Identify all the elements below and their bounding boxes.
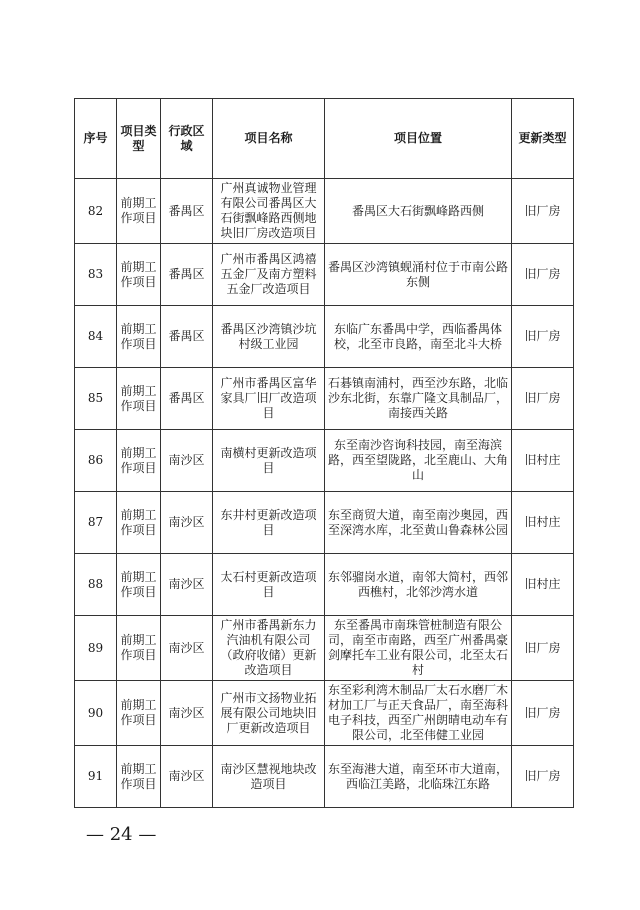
cell-no: 84 xyxy=(75,306,117,368)
cell-update-type: 旧厂房 xyxy=(512,616,574,681)
cell-type: 前期工作项目 xyxy=(117,746,161,808)
cell-update-type: 旧厂房 xyxy=(512,244,574,306)
cell-update-type: 旧厂房 xyxy=(512,368,574,430)
cell-district: 南沙区 xyxy=(161,681,213,746)
cell-no: 86 xyxy=(75,430,117,492)
cell-name: 南沙区慧视地块改造项目 xyxy=(213,746,325,808)
cell-type: 前期工作项目 xyxy=(117,306,161,368)
cell-location: 东至商贸大道，南至南沙奥园，西至深湾水库，北至黄山鲁森林公园 xyxy=(325,492,512,554)
project-table xyxy=(74,98,574,808)
cell-update-type: 旧村庄 xyxy=(512,554,574,616)
cell-district: 南沙区 xyxy=(161,746,213,808)
cell-no: 91 xyxy=(75,746,117,808)
cell-update-type: 旧厂房 xyxy=(512,179,574,244)
cell-district: 番禺区 xyxy=(161,244,213,306)
cell-location: 东至海港大道，南至环市大道南，西临江美路，北临珠江东路 xyxy=(325,746,512,808)
cell-district: 番禺区 xyxy=(161,368,213,430)
cell-no: 90 xyxy=(75,681,117,746)
cell-location: 东邻骝岗水道，南邻大简村，西邻西樵村，北邻沙湾水道 xyxy=(325,554,512,616)
cell-name: 广州市番禺区富华家具厂旧厂改造项目 xyxy=(213,368,325,430)
cell-district: 番禺区 xyxy=(161,306,213,368)
table-row xyxy=(75,554,574,616)
cell-type: 前期工作项目 xyxy=(117,554,161,616)
header-name: 项目名称 xyxy=(213,99,325,179)
cell-type: 前期工作项目 xyxy=(117,616,161,681)
cell-update-type: 旧厂房 xyxy=(512,681,574,746)
cell-district: 南沙区 xyxy=(161,492,213,554)
header-district: 行政区域 xyxy=(161,99,213,179)
cell-name: 番禺区沙湾镇沙坑村级工业园 xyxy=(213,306,325,368)
cell-type: 前期工作项目 xyxy=(117,492,161,554)
cell-name: 广州市文扬物业拓展有限公司地块旧厂更新改造项目 xyxy=(213,681,325,746)
cell-no: 83 xyxy=(75,244,117,306)
cell-update-type: 旧村庄 xyxy=(512,492,574,554)
cell-location: 番禺区大石街飘峰路西侧 xyxy=(325,179,512,244)
table-row xyxy=(75,306,574,368)
cell-no: 89 xyxy=(75,616,117,681)
cell-type: 前期工作项目 xyxy=(117,430,161,492)
table-row xyxy=(75,616,574,681)
cell-type: 前期工作项目 xyxy=(117,244,161,306)
cell-name: 广州市番禺新东力汽油机有限公司（政府收储）更新改造项目 xyxy=(213,616,325,681)
cell-district: 番禺区 xyxy=(161,179,213,244)
table-row xyxy=(75,244,574,306)
cell-type: 前期工作项目 xyxy=(117,681,161,746)
cell-location: 东临广东番禺中学，西临番禺体校，北至市良路，南至北斗大桥 xyxy=(325,306,512,368)
cell-district: 南沙区 xyxy=(161,554,213,616)
table-row xyxy=(75,746,574,808)
cell-location: 东至南沙咨询科技园，南至海滨路，西至望陇路，北至鹿山、大角山 xyxy=(325,430,512,492)
cell-name: 南横村更新改造项目 xyxy=(213,430,325,492)
header-type: 项目类型 xyxy=(117,99,161,179)
cell-location: 东至番禺市南珠管桩制造有限公司，南至市南路，西至广州番禺豪剑摩托车工业有限公司，北至太石村 xyxy=(325,616,512,681)
cell-name: 广州市番禺区鸿禧五金厂及南方塑料五金厂改造项目 xyxy=(213,244,325,306)
cell-no: 85 xyxy=(75,368,117,430)
cell-update-type: 旧村庄 xyxy=(512,430,574,492)
cell-name: 太石村更新改造项目 xyxy=(213,554,325,616)
header-location: 项目位置 xyxy=(325,99,512,179)
cell-location: 东至彩利湾木制品厂太石水磨厂木材加工厂与正天食品厂，南至海科电子科技，西至广州朗晴电动车有限公司，北至伟健工业园 xyxy=(325,681,512,746)
cell-type: 前期工作项目 xyxy=(117,179,161,244)
table-row xyxy=(75,492,574,554)
table-row xyxy=(75,430,574,492)
table-row xyxy=(75,179,574,244)
table-row xyxy=(75,368,574,430)
cell-no: 82 xyxy=(75,179,117,244)
table-row xyxy=(75,681,574,746)
cell-update-type: 旧厂房 xyxy=(512,306,574,368)
cell-location: 番禺区沙湾镇蚬涌村位于市南公路东侧 xyxy=(325,244,512,306)
header-update-type: 更新类型 xyxy=(512,99,574,179)
cell-update-type: 旧厂房 xyxy=(512,746,574,808)
cell-district: 南沙区 xyxy=(161,616,213,681)
cell-district: 南沙区 xyxy=(161,430,213,492)
cell-no: 88 xyxy=(75,554,117,616)
page-number: — 24 — xyxy=(86,824,157,845)
cell-name: 东井村更新改造项目 xyxy=(213,492,325,554)
header-no: 序号 xyxy=(75,99,117,179)
cell-location: 石碁镇南浦村，西至沙东路，北临沙东北街，东靠广隆文具制品厂，南接西关路 xyxy=(325,368,512,430)
table-header-row xyxy=(75,99,574,179)
cell-type: 前期工作项目 xyxy=(117,368,161,430)
cell-name: 广州真诚物业管理有限公司番禺区大石街飘峰路西侧地块旧厂房改造项目 xyxy=(213,179,325,244)
cell-no: 87 xyxy=(75,492,117,554)
